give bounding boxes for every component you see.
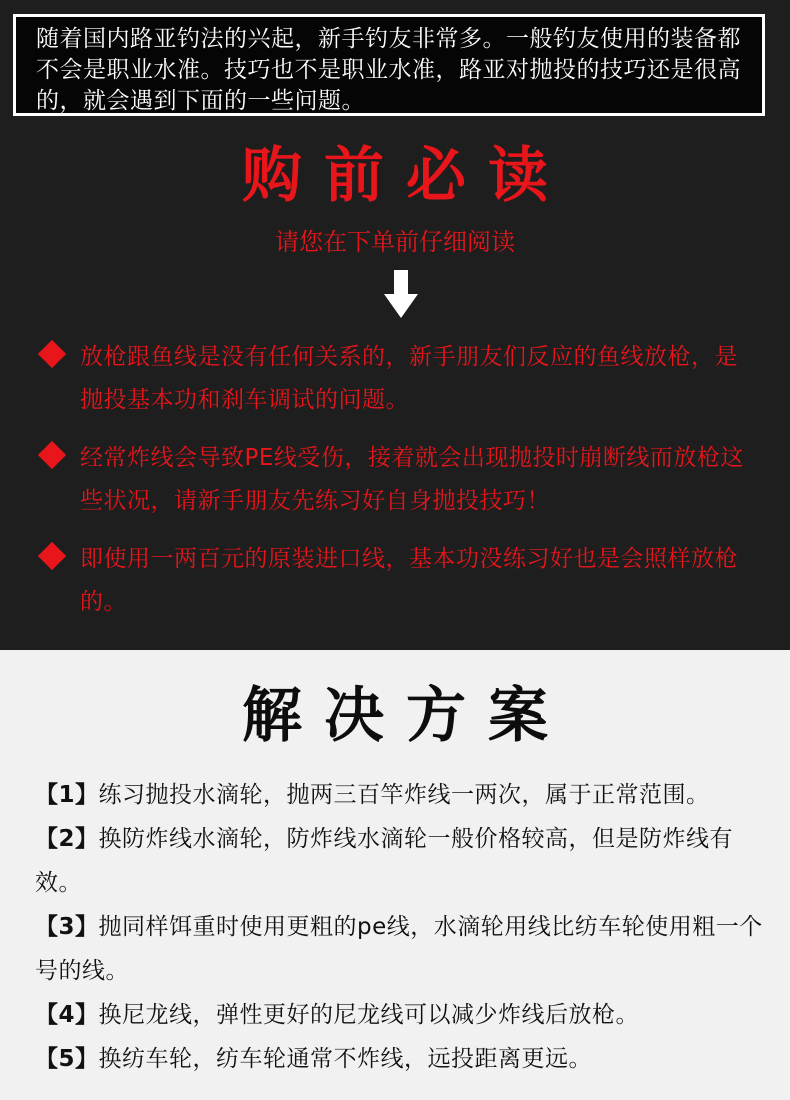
warning-text: 放枪跟鱼线是没有任何关系的，新手朋友们反应的鱼线放枪，是抛投基本功和刹车调试的问题。 [80,344,738,413]
solution-number: 【3】 [35,914,99,940]
solution-number: 【4】 [35,1002,99,1028]
solution-number: 【2】 [35,826,99,852]
solution-number: 【1】 [35,782,99,808]
warning-item [38,437,758,538]
page-subtitle: 请您在下单前仔细阅读 [275,228,515,256]
intro-box [13,14,765,116]
down-arrow-icon [384,270,418,318]
solution-item [35,773,775,817]
diamond-bullet-icon [38,441,66,469]
solution-item [35,1037,775,1081]
solution-item [35,817,775,905]
intro-text: 随着国内路亚钓法的兴起，新手钓友非常多。一般钓友使用的装备都不会是职业水准。技巧也不是职业水准，路亚对抛投的技巧还是很高的，就会遇到下面的一些问题。 [36,26,741,114]
diamond-bullet-icon [38,542,66,570]
warning-item [38,336,758,437]
warning-text: 即使用一两百元的原装进口线，基本功没练习好也是会照样放枪的。 [80,546,738,615]
page-title: 购前必读 [242,141,570,211]
warning-list [38,336,758,639]
solution-text: 练习抛投水滴轮，抛两三百竿炸线一两次，属于正常范围。 [98,782,710,808]
warning-item [38,538,758,639]
solution-text: 换尼龙线，弹性更好的尼龙线可以减少炸线后放枪。 [98,1002,640,1028]
solution-number: 【5】 [35,1046,99,1072]
solution-item [35,905,775,993]
solution-title: 解决方案 [242,681,570,751]
solution-section [0,650,790,1100]
solution-text: 抛同样饵重时使用更粗的pe线，水滴轮用线比纺车轮使用粗一个号的线。 [35,914,763,984]
solution-item [35,993,775,1037]
solution-list [35,773,775,1081]
diamond-bullet-icon [38,340,66,368]
solution-text: 换纺车轮，纺车轮通常不炸线，远投距离更远。 [98,1046,593,1072]
warning-text: 经常炸线会导致PE线受伤，接着就会出现抛投时崩断线而放枪这些状况，请新手朋友先练习好自身抛投技巧！ [80,445,744,514]
solution-text: 换防炸线水滴轮，防炸线水滴轮一般价格较高，但是防炸线有效。 [35,826,734,896]
